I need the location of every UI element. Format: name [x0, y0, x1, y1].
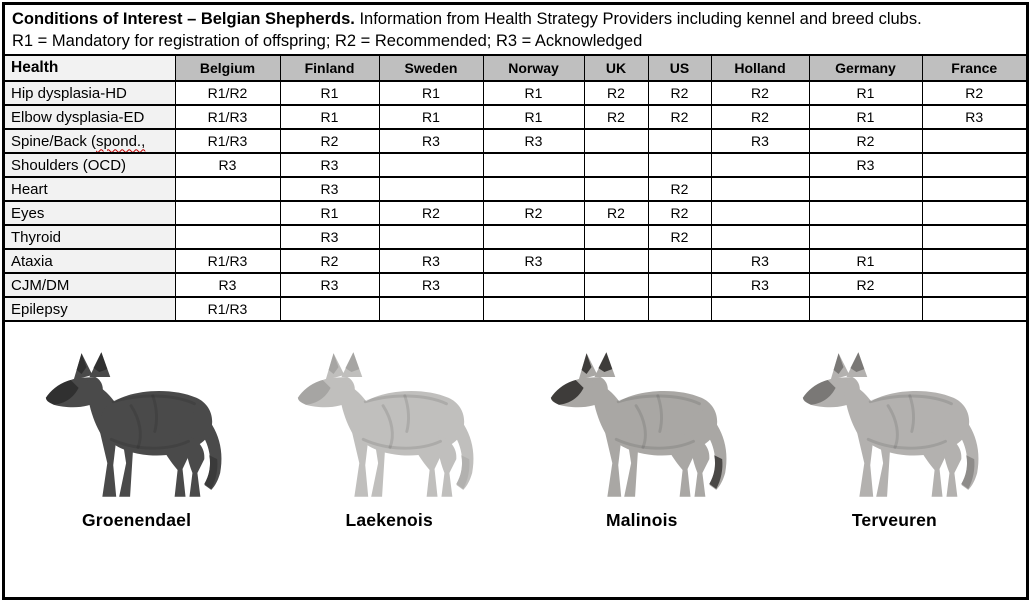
table-cell: R2	[648, 225, 711, 249]
table-row	[5, 225, 1026, 249]
table-cell: R1	[280, 81, 379, 105]
row-label-misspelled-text: spond.,	[96, 132, 146, 150]
table-cell	[809, 201, 922, 225]
table-cell	[648, 249, 711, 273]
dog-image-malinois	[543, 348, 741, 502]
table-cell	[648, 129, 711, 153]
table-cell: R1/R2	[175, 81, 280, 105]
table-cell: R1	[280, 201, 379, 225]
table-cell: R1	[379, 105, 483, 129]
table-cell	[648, 153, 711, 177]
table-cell	[648, 297, 711, 321]
table-row	[5, 81, 1026, 105]
table-row	[5, 297, 1026, 321]
table-cell	[379, 225, 483, 249]
table-cell: R3	[379, 129, 483, 153]
document-title: Conditions of Interest – Belgian Shepherds.	[12, 10, 355, 28]
table-cell: R1	[483, 105, 584, 129]
health-conditions-table	[5, 54, 1026, 322]
table-cell	[648, 273, 711, 297]
table-cell: R3	[711, 273, 809, 297]
row-label: Shoulders (OCD)	[5, 153, 175, 177]
table-cell: R1/R3	[175, 249, 280, 273]
table-cell: R1	[809, 249, 922, 273]
table-cell: R2	[280, 249, 379, 273]
table-cell: R1	[280, 105, 379, 129]
dog-caption-groenendael: Groenendael	[82, 510, 192, 530]
row-label-text: Spine/Back (	[11, 132, 97, 150]
table-cell	[379, 153, 483, 177]
column-header-belgium: Belgium	[175, 55, 280, 81]
table-cell	[175, 177, 280, 201]
table-cell	[483, 177, 584, 201]
table-cell: R3	[809, 153, 922, 177]
table-cell: R1/R3	[175, 105, 280, 129]
dog-image-groenendael	[38, 348, 236, 502]
table-cell	[809, 297, 922, 321]
table-cell	[280, 297, 379, 321]
row-label: Thyroid	[5, 225, 175, 249]
row-label: Epilepsy	[5, 297, 175, 321]
title-block	[5, 5, 1026, 54]
table-cell	[584, 129, 648, 153]
legend-line: R1 = Mandatory for registration of offspring; R2 = Recommended; R3 = Acknowledged	[12, 32, 643, 50]
table-cell	[584, 297, 648, 321]
table-cell	[584, 153, 648, 177]
table-cell	[922, 297, 1026, 321]
table-cell	[922, 201, 1026, 225]
table-cell: R1	[809, 81, 922, 105]
dog-image-laekenois	[290, 348, 488, 502]
table-cell: R2	[280, 129, 379, 153]
table-cell	[922, 129, 1026, 153]
table-cell	[922, 225, 1026, 249]
table-cell: R2	[648, 177, 711, 201]
table-cell: R3	[280, 273, 379, 297]
table-cell	[584, 249, 648, 273]
table-row	[5, 201, 1026, 225]
table-cell	[711, 201, 809, 225]
table-cell	[483, 153, 584, 177]
table-cell	[922, 177, 1026, 201]
dog-caption-terveuren: Terveuren	[851, 510, 937, 530]
table-cell	[584, 273, 648, 297]
table-cell: R3	[175, 273, 280, 297]
row-label	[5, 129, 175, 153]
table-cell	[711, 153, 809, 177]
table-cell: R2	[711, 81, 809, 105]
table-cell: R3	[379, 249, 483, 273]
table-cell: R1	[483, 81, 584, 105]
table-cell: R3	[483, 249, 584, 273]
dog-caption-malinois: Malinois	[605, 510, 678, 530]
table-row	[5, 249, 1026, 273]
table-cell: R1	[809, 105, 922, 129]
table-cell: R1/R3	[175, 297, 280, 321]
table-cell: R2	[922, 81, 1026, 105]
table-cell	[922, 249, 1026, 273]
column-header-health: Health	[5, 55, 175, 81]
table-cell: R3	[280, 153, 379, 177]
column-header-norway: Norway	[483, 55, 584, 81]
column-header-us: US	[648, 55, 711, 81]
row-label: Ataxia	[5, 249, 175, 273]
table-cell: R2	[379, 201, 483, 225]
dog-caption-laekenois: Laekenois	[345, 510, 433, 530]
dog-figure-laekenois	[268, 348, 510, 531]
row-label: CJM/DM	[5, 273, 175, 297]
table-cell: R2	[809, 273, 922, 297]
table-cell: R2	[584, 105, 648, 129]
row-label: Heart	[5, 177, 175, 201]
table-cell: R2	[483, 201, 584, 225]
column-header-france: France	[922, 55, 1026, 81]
table-cell: R3	[922, 105, 1026, 129]
table-row	[5, 129, 1026, 153]
document-frame	[2, 2, 1029, 600]
column-header-sweden: Sweden	[379, 55, 483, 81]
table-cell: R3	[280, 225, 379, 249]
table-cell: R2	[809, 129, 922, 153]
table-cell	[809, 177, 922, 201]
dog-figure-terveuren	[773, 348, 1015, 531]
table-cell: R3	[711, 249, 809, 273]
table-cell: R1	[379, 81, 483, 105]
table-cell	[809, 225, 922, 249]
table-cell: R2	[711, 105, 809, 129]
column-header-holland: Holland	[711, 55, 809, 81]
table-row	[5, 273, 1026, 297]
title-subtext: Information from Health Strategy Providers including kennel and breed clubs.	[354, 10, 922, 28]
table-cell	[922, 153, 1026, 177]
table-cell: R2	[648, 81, 711, 105]
table-cell	[711, 297, 809, 321]
table-cell	[483, 273, 584, 297]
table-row	[5, 153, 1026, 177]
table-cell	[379, 177, 483, 201]
dog-figure-malinois	[521, 348, 763, 531]
table-cell	[711, 225, 809, 249]
table-cell	[483, 297, 584, 321]
table-cell	[483, 225, 584, 249]
table-cell	[711, 177, 809, 201]
table-cell	[922, 273, 1026, 297]
table-cell	[175, 225, 280, 249]
table-cell	[175, 201, 280, 225]
column-header-germany: Germany	[809, 55, 922, 81]
table-cell: R2	[648, 105, 711, 129]
table-header-row	[5, 55, 1026, 81]
breed-illustrations	[5, 322, 1026, 531]
table-row	[5, 105, 1026, 129]
dog-image-terveuren	[795, 348, 993, 502]
table-cell: R3	[175, 153, 280, 177]
table-cell: R3	[711, 129, 809, 153]
table-cell: R2	[584, 201, 648, 225]
table-cell: R2	[584, 81, 648, 105]
table-cell	[379, 297, 483, 321]
table-row	[5, 177, 1026, 201]
column-header-uk: UK	[584, 55, 648, 81]
row-label: Hip dysplasia-HD	[5, 81, 175, 105]
title-line	[12, 8, 1019, 30]
table-cell: R1/R3	[175, 129, 280, 153]
table-cell	[584, 177, 648, 201]
table-cell	[584, 225, 648, 249]
row-label: Eyes	[5, 201, 175, 225]
row-label: Elbow dysplasia-ED	[5, 105, 175, 129]
column-header-finland: Finland	[280, 55, 379, 81]
table-cell: R2	[648, 201, 711, 225]
table-cell: R3	[483, 129, 584, 153]
dog-figure-groenendael	[16, 348, 258, 531]
table-cell: R3	[379, 273, 483, 297]
table-cell: R3	[280, 177, 379, 201]
